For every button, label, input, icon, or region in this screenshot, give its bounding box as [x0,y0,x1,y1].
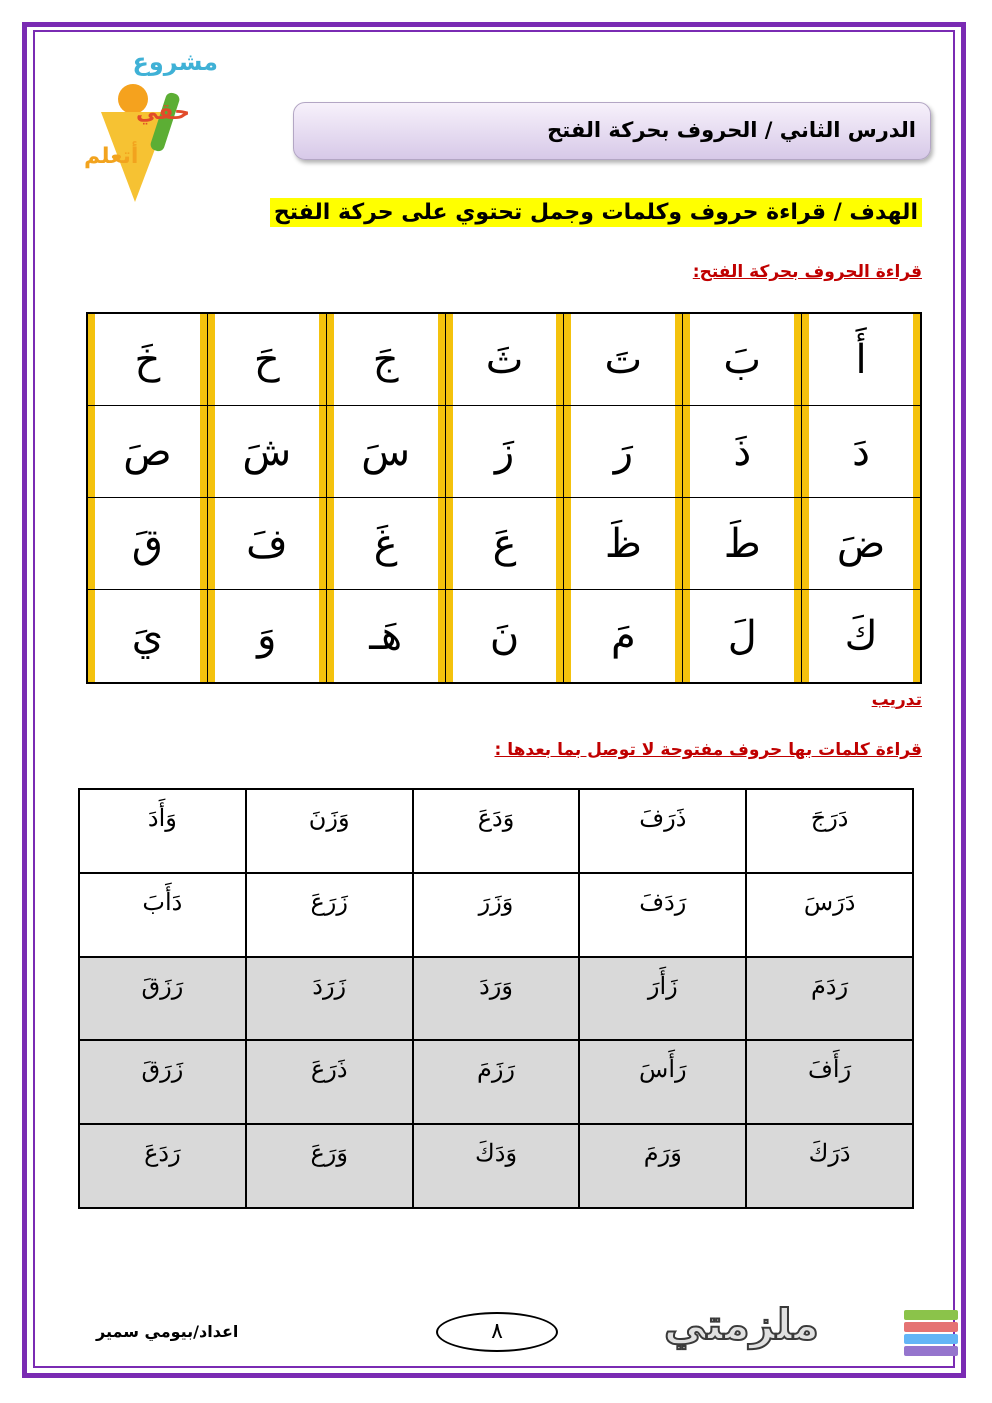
letter-cell: عَ [445,498,564,590]
letter-cell: ثَ [445,314,564,406]
word-cell: ذَرَعَ [246,1040,413,1124]
logo-word-learn: أتعلم [84,144,139,169]
words-row [79,873,913,957]
letter-cell: صَ [88,406,207,498]
letter-cell: فَ [207,498,326,590]
word-cell: وَرَدَ [413,957,580,1041]
word-cell: وَرَمَ [579,1124,746,1208]
words-row [79,957,913,1041]
letter-cell: غَ [326,498,445,590]
letter-cell: كَ [801,590,920,682]
word-cell: زَرَقَ [79,1040,246,1124]
words-row [79,1124,913,1208]
project-logo [46,40,226,190]
word-cell: زَرَدَ [246,957,413,1041]
letter-cell: دَ [801,406,920,498]
word-cell: رَدَفَ [579,873,746,957]
letter-cell: وَ [207,590,326,682]
letter-cell: لَ [682,590,801,682]
words-section-heading: قراءة كلمات بها حروف مفتوحة لا توصل بما بعدها : [494,740,922,760]
page-number: ٨ [436,1312,558,1352]
letter-cell: أَ [801,314,920,406]
letter-cell: مَ [563,590,682,682]
letter-cell: ذَ [682,406,801,498]
word-cell: دَرَكَ [746,1124,913,1208]
word-cell: وَزَرَ [413,873,580,957]
word-cell: وَأَدَ [79,789,246,873]
word-cell: زَرَعَ [246,873,413,957]
letter-cell: رَ [563,406,682,498]
books-icon [904,1300,960,1356]
author-credit: اعداد/بيومي سمير [96,1322,239,1341]
letter-cell: طَ [682,498,801,590]
word-cell: وَزَنَ [246,789,413,873]
word-cell: رَأَسَ [579,1040,746,1124]
letter-cell: ضَ [801,498,920,590]
words-table [78,788,914,1209]
letter-cell: خَ [88,314,207,406]
letter-cell: سَ [326,406,445,498]
letters-grid [86,312,922,684]
word-cell: رَدَعَ [79,1124,246,1208]
word-cell: رَزَمَ [413,1040,580,1124]
letter-cell: هَـ [326,590,445,682]
logo-word-right: حقي [136,100,190,125]
word-cell: زَأَرَ [579,957,746,1041]
words-row [79,789,913,873]
practice-heading: تدريب [871,690,922,710]
word-cell: وَدَعَ [413,789,580,873]
words-row [79,1040,913,1124]
lesson-title-banner: الدرس الثاني / الحروف بحركة الفتح [293,102,931,160]
word-cell: وَرَعَ [246,1124,413,1208]
word-cell: وَدَكَ [413,1124,580,1208]
letter-cell: قَ [88,498,207,590]
lesson-goal: الهدف / قراءة حروف وكلمات وجمل تحتوي على حركة الفتح [270,198,922,227]
letters-section-heading: قراءة الحروف بحركة الفتح: [692,262,922,282]
word-cell: دَرَسَ [746,873,913,957]
word-cell: دَرَجَ [746,789,913,873]
letter-cell: جَ [326,314,445,406]
logo-word-project: مشروع [132,48,218,76]
letter-cell: زَ [445,406,564,498]
word-cell: دَأَبَ [79,873,246,957]
letter-cell: شَ [207,406,326,498]
word-cell: رَدَمَ [746,957,913,1041]
watermark-logo: ملزمتي [664,1300,819,1349]
letter-cell: بَ [682,314,801,406]
letter-cell: حَ [207,314,326,406]
word-cell: ذَرَفَ [579,789,746,873]
letter-cell: تَ [563,314,682,406]
word-cell: رَأَفَ [746,1040,913,1124]
letter-cell: ظَ [563,498,682,590]
word-cell: رَزَقَ [79,957,246,1041]
letter-cell: نَ [445,590,564,682]
letter-cell: يَ [88,590,207,682]
